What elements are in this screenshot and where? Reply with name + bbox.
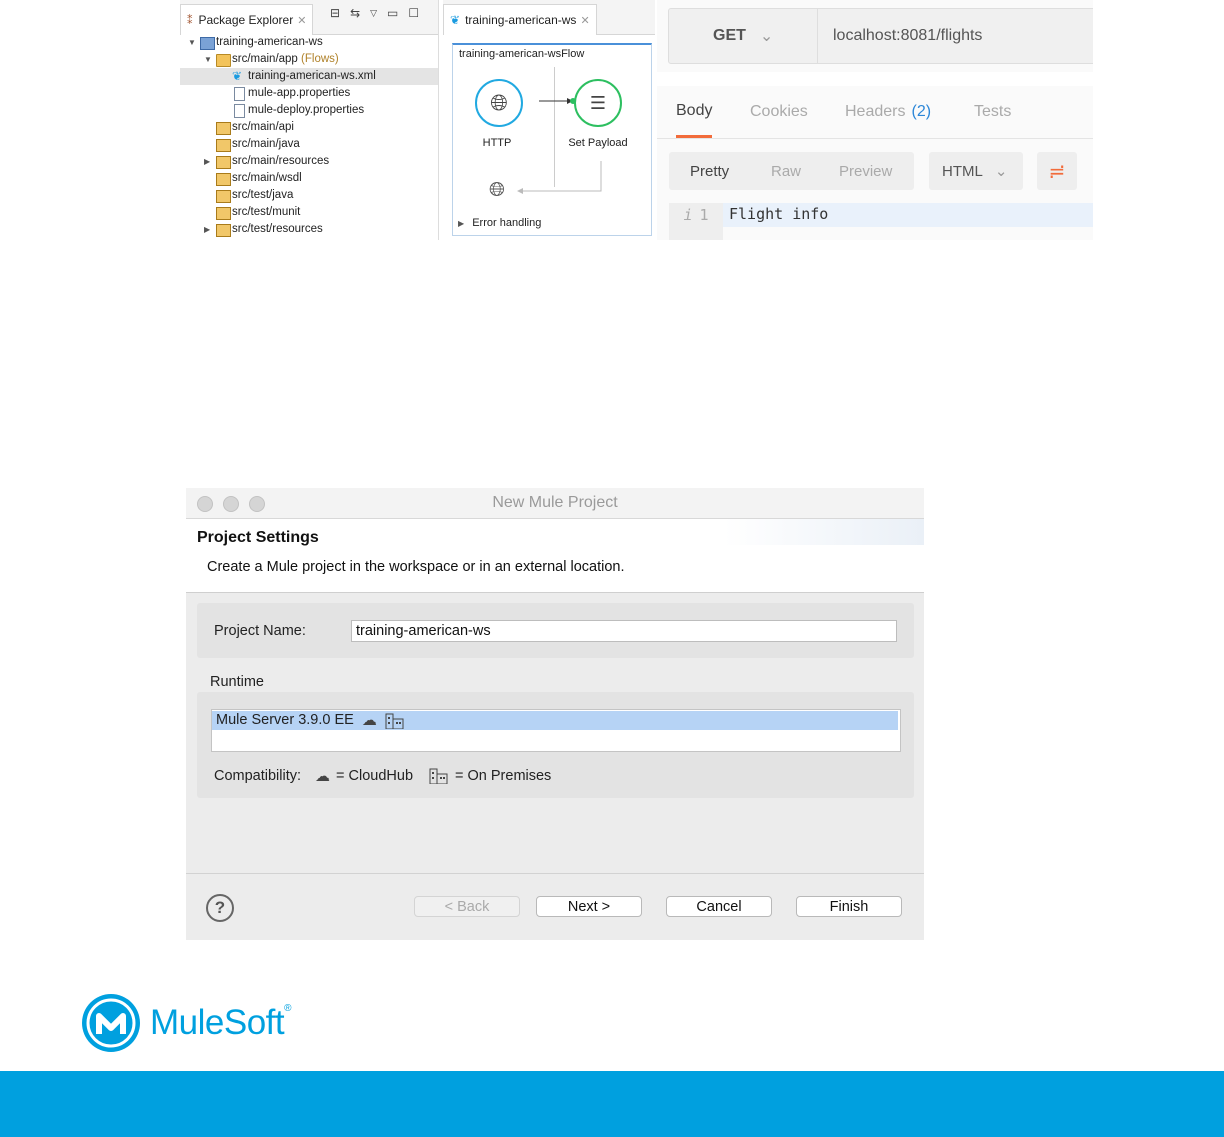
http-listener-node[interactable]	[475, 79, 523, 127]
response-body	[669, 203, 1093, 227]
runtime-item-selected[interactable]	[212, 711, 898, 730]
tab-label: training-american-ws	[465, 13, 577, 27]
next-button[interactable]: Next >	[536, 896, 642, 917]
collapsed-triangle-icon[interactable]: ▶	[204, 157, 211, 166]
dialog-title: New Mule Project	[492, 494, 618, 511]
close-icon[interactable]: ✕	[297, 14, 307, 27]
line-number: 1	[699, 206, 709, 224]
tree-item-label: mule-deploy.properties	[248, 104, 365, 116]
link-with-editor-icon[interactable]: ⇆	[350, 6, 361, 20]
postman-panel	[657, 0, 1093, 240]
error-handling-label: Error handling	[472, 217, 542, 229]
tree-item-label: training-american-ws.xml	[248, 70, 376, 82]
format-raw[interactable]: Raw	[771, 162, 802, 180]
flow-editor-panel	[443, 0, 655, 240]
runtime-item-label: Mule Server 3.9.0 EE	[216, 712, 354, 728]
tree-item-src-main-resources[interactable]	[180, 153, 438, 170]
collapsed-triangle-icon: ▶	[458, 219, 465, 228]
project-name-group	[197, 603, 914, 658]
language-value: HTML	[942, 162, 983, 180]
editor-tabbar	[443, 0, 655, 35]
format-preview[interactable]: Preview	[839, 162, 893, 180]
language-select[interactable]	[929, 152, 1023, 190]
response-text: Flight info	[729, 205, 829, 223]
expanded-triangle-icon[interactable]: ▼	[204, 55, 212, 64]
on-premises-label: = On Premises	[455, 768, 552, 784]
package-explorer-icon: ⁑	[187, 14, 193, 27]
headers-count-badge: (2)	[911, 103, 932, 120]
tab-flow-editor[interactable]	[443, 4, 597, 35]
response-tabs	[657, 86, 1093, 139]
tree-item-src-test-resources[interactable]	[180, 221, 438, 238]
wrap-lines-icon[interactable]: ≓	[1037, 152, 1077, 190]
project-name-label: Project Name:	[214, 623, 306, 639]
info-marker: i	[683, 206, 693, 224]
set-payload-icon: ☰	[589, 92, 607, 113]
maximize-icon[interactable]: ☐	[408, 6, 420, 20]
mule-config-icon: ❦	[450, 13, 461, 27]
tab-label: Headers	[845, 103, 906, 120]
runtime-list[interactable]	[211, 709, 901, 752]
flow-arrow	[523, 93, 575, 113]
building-icon	[429, 768, 449, 784]
flow-name: training-american-wsFlow	[459, 48, 585, 60]
tree-item-project[interactable]	[180, 34, 438, 51]
building-icon	[385, 713, 405, 729]
runtime-group	[197, 692, 914, 798]
package-explorer-panel	[180, 0, 439, 240]
separator	[657, 72, 1093, 86]
cloudhub-label: = CloudHub	[336, 768, 414, 784]
new-mule-project-dialog	[186, 488, 924, 940]
logo-wordmark: MuleSoft	[150, 1003, 285, 1042]
expanded-triangle-icon[interactable]: ▼	[188, 38, 196, 47]
dialog-titlebar	[186, 488, 924, 519]
collapsed-triangle-icon[interactable]: ▶	[204, 225, 211, 234]
finish-button[interactable]: Finish	[796, 896, 902, 917]
project-name-input[interactable]	[351, 620, 897, 642]
collapse-all-icon[interactable]: ⊟	[330, 6, 341, 20]
format-toggle	[669, 152, 914, 190]
view-menu-icon[interactable]: ▽	[370, 8, 378, 18]
dialog-heading: Project Settings	[197, 529, 319, 546]
compatibility-label: Compatibility:	[214, 768, 302, 784]
tree-item-label: src/test/java	[232, 189, 294, 201]
method-select[interactable]	[669, 9, 818, 63]
tab-tests[interactable]: Tests	[974, 103, 1012, 120]
header-banner	[724, 519, 924, 545]
chevron-down-icon: ⌄	[759, 28, 774, 45]
chevron-down-icon: ⌄	[994, 163, 1008, 180]
format-pretty[interactable]: Pretty	[690, 162, 730, 180]
error-handling-toggle[interactable]	[458, 217, 541, 229]
package-folder-icon	[216, 207, 231, 220]
dialog-description: Create a Mule project in the workspace or in an external location.	[207, 559, 625, 575]
tree-item-label: src/main/app	[232, 53, 298, 65]
url-input[interactable]: localhost:8081/flights	[833, 27, 983, 44]
package-folder-icon	[216, 224, 231, 237]
logo-text	[150, 1003, 291, 1043]
package-folder-icon	[216, 190, 231, 203]
globe-icon: 🌐︎	[489, 179, 505, 201]
package-folder-icon	[216, 173, 231, 186]
tab-package-explorer[interactable]	[180, 4, 313, 35]
back-button[interactable]: < Back	[414, 896, 520, 917]
globe-icon: 🌐︎	[490, 90, 508, 115]
tree-item-file[interactable]	[180, 102, 438, 119]
tree-item-label: mule-app.properties	[248, 87, 351, 99]
tree-item-selected[interactable]	[180, 68, 438, 85]
tab-headers[interactable]	[845, 86, 931, 138]
tree-item-file[interactable]	[180, 85, 438, 102]
package-folder-icon	[216, 122, 231, 135]
tab-body[interactable]: Body	[676, 86, 712, 138]
line-gutter	[669, 203, 723, 240]
tab-cookies[interactable]: Cookies	[750, 103, 808, 120]
tree-item-label: src/test/resources	[232, 223, 323, 235]
package-explorer-toolbar	[330, 6, 419, 20]
flow-canvas	[452, 43, 652, 236]
dialog-header	[186, 519, 924, 593]
tree-item-label: training-american-ws	[216, 36, 323, 48]
project-icon	[200, 37, 215, 50]
help-icon[interactable]: ?	[206, 894, 234, 922]
file-icon	[234, 104, 245, 118]
tree-item-src-test-munit[interactable]	[180, 204, 438, 221]
package-folder-icon	[216, 156, 231, 169]
dialog-footer	[186, 873, 924, 940]
cloud-icon: ☁︎	[315, 768, 331, 785]
cloud-icon: ☁︎	[361, 712, 377, 729]
file-icon	[234, 87, 245, 101]
brand-footer-bar	[0, 1071, 1224, 1137]
http-node-label: HTTP	[482, 137, 512, 149]
mulesoft-logo	[80, 992, 300, 1054]
minimize-icon[interactable]: ▭	[387, 6, 399, 20]
folder-icon	[216, 54, 231, 67]
tree-item-src-main-api[interactable]	[180, 119, 438, 136]
set-payload-label: Set Payload	[568, 137, 628, 149]
tree-item-src-main-wsdl[interactable]	[180, 170, 438, 187]
runtime-label: Runtime	[210, 674, 264, 690]
tree-item-label: src/main/api	[232, 121, 294, 133]
tree-item-label: src/main/resources	[232, 155, 330, 167]
tree-item-src-test-java[interactable]	[180, 187, 438, 204]
package-explorer-tabbar	[180, 0, 438, 35]
tree-item-label: src/main/java	[232, 138, 300, 150]
response-arrow	[513, 161, 603, 201]
compatibility-legend	[214, 767, 551, 785]
mule-config-icon: ❦	[232, 69, 243, 83]
set-payload-node[interactable]	[574, 79, 622, 127]
package-folder-icon	[216, 139, 231, 152]
trademark-symbol: ®	[284, 1003, 291, 1014]
tree-item-src-main-java[interactable]	[180, 136, 438, 153]
mulesoft-logo-mark	[80, 992, 142, 1054]
request-url-bar	[668, 8, 1093, 64]
tree-item-src-main-app[interactable]	[180, 51, 438, 68]
tab-label: Package Explorer	[198, 13, 294, 27]
tree-item-label: src/test/munit	[232, 206, 301, 218]
flows-tag: (Flows)	[301, 53, 339, 65]
close-icon[interactable]: ✕	[580, 14, 590, 27]
tree-item-label: src/main/wsdl	[232, 172, 302, 184]
cancel-button[interactable]: Cancel	[666, 896, 772, 917]
method-value: GET	[713, 27, 746, 44]
